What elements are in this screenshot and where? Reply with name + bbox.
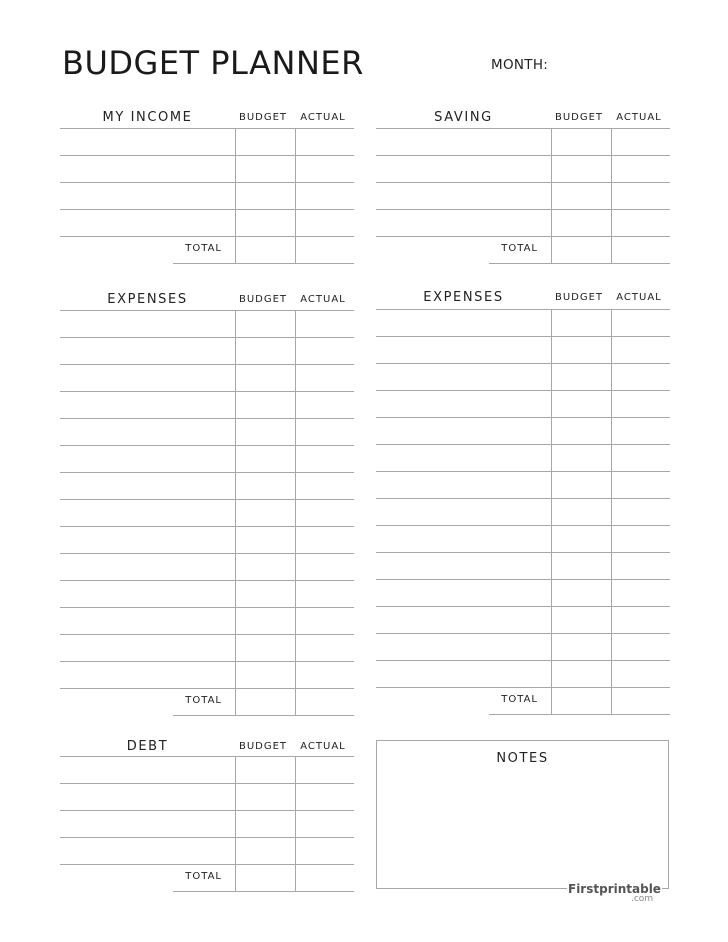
total-line — [173, 891, 354, 892]
section-title-expenses_right: EXPENSES — [423, 290, 504, 305]
month-label: MONTH: — [491, 57, 549, 73]
actual-col-header: ACTUAL — [300, 741, 346, 752]
entry-row[interactable] — [60, 446, 354, 472]
entry-row[interactable] — [60, 581, 354, 607]
budget-col-header: BUDGET — [238, 112, 288, 123]
entry-row[interactable] — [60, 419, 354, 445]
entry-row[interactable] — [60, 635, 354, 661]
entry-row[interactable] — [376, 310, 670, 336]
entry-row[interactable] — [60, 608, 354, 634]
budget-divider — [551, 128, 552, 263]
total-label: TOTAL — [501, 243, 538, 254]
budget-divider — [235, 756, 236, 891]
entry-row[interactable] — [60, 757, 354, 783]
entry-row[interactable] — [60, 838, 354, 864]
entry-row[interactable] — [376, 661, 670, 687]
total-line — [173, 715, 354, 716]
section-title-debt: DEBT — [126, 739, 169, 754]
budget-col-header: BUDGET — [554, 112, 604, 123]
budget-divider — [235, 310, 236, 715]
budget-col-header: BUDGET — [554, 292, 604, 303]
actual-divider — [611, 128, 612, 263]
section-title-saving: SAVING — [434, 110, 493, 125]
budget-col-header: BUDGET — [238, 294, 288, 305]
entry-row[interactable] — [376, 418, 670, 444]
actual-divider — [295, 128, 296, 263]
brand-logo: Firstprintable — [568, 882, 661, 896]
actual-col-header: ACTUAL — [300, 294, 346, 305]
entry-row[interactable] — [60, 365, 354, 391]
entry-row[interactable] — [376, 607, 670, 633]
entry-row[interactable] — [376, 210, 670, 236]
actual-col-header: ACTUAL — [616, 292, 662, 303]
entry-row[interactable] — [376, 499, 670, 525]
entry-row[interactable] — [376, 156, 670, 182]
entry-row[interactable] — [60, 784, 354, 810]
entry-row[interactable] — [60, 527, 354, 553]
total-line — [173, 263, 354, 264]
row-line — [60, 236, 354, 237]
total-label: TOTAL — [185, 695, 222, 706]
entry-row[interactable] — [376, 526, 670, 552]
entry-row[interactable] — [60, 210, 354, 236]
entry-row[interactable] — [60, 662, 354, 688]
actual-divider — [295, 756, 296, 891]
entry-row[interactable] — [376, 391, 670, 417]
entry-row[interactable] — [60, 338, 354, 364]
total-line — [489, 714, 670, 715]
entry-row[interactable] — [376, 337, 670, 363]
row-line — [60, 864, 354, 865]
actual-divider — [611, 309, 612, 714]
entry-row[interactable] — [60, 183, 354, 209]
entry-row[interactable] — [376, 634, 670, 660]
entry-row[interactable] — [376, 580, 670, 606]
entry-row[interactable] — [376, 129, 670, 155]
entry-row[interactable] — [60, 554, 354, 580]
entry-row[interactable] — [60, 392, 354, 418]
brand-suffix: .com — [631, 894, 654, 904]
entry-row[interactable] — [60, 811, 354, 837]
entry-row[interactable] — [376, 472, 670, 498]
entry-row[interactable] — [60, 311, 354, 337]
actual-col-header: ACTUAL — [300, 112, 346, 123]
total-label: TOTAL — [501, 694, 538, 705]
budget-divider — [551, 309, 552, 714]
row-line — [376, 236, 670, 237]
budget-col-header: BUDGET — [238, 741, 288, 752]
row-line — [376, 687, 670, 688]
entry-row[interactable] — [376, 364, 670, 390]
entry-row[interactable] — [60, 156, 354, 182]
total-line — [489, 263, 670, 264]
actual-divider — [295, 310, 296, 715]
entry-row[interactable] — [376, 183, 670, 209]
actual-col-header: ACTUAL — [616, 112, 662, 123]
entry-row[interactable] — [60, 473, 354, 499]
section-title-income: MY INCOME — [102, 110, 193, 125]
section-title-expenses_left: EXPENSES — [107, 292, 188, 307]
row-line — [60, 688, 354, 689]
total-label: TOTAL — [185, 243, 222, 254]
total-label: TOTAL — [185, 871, 222, 882]
entry-row[interactable] — [376, 553, 670, 579]
notes-title: NOTES — [496, 751, 549, 766]
budget-divider — [235, 128, 236, 263]
entry-row[interactable] — [60, 129, 354, 155]
entry-row[interactable] — [376, 445, 670, 471]
page-title: BUDGET PLANNER — [62, 44, 364, 82]
entry-row[interactable] — [60, 500, 354, 526]
